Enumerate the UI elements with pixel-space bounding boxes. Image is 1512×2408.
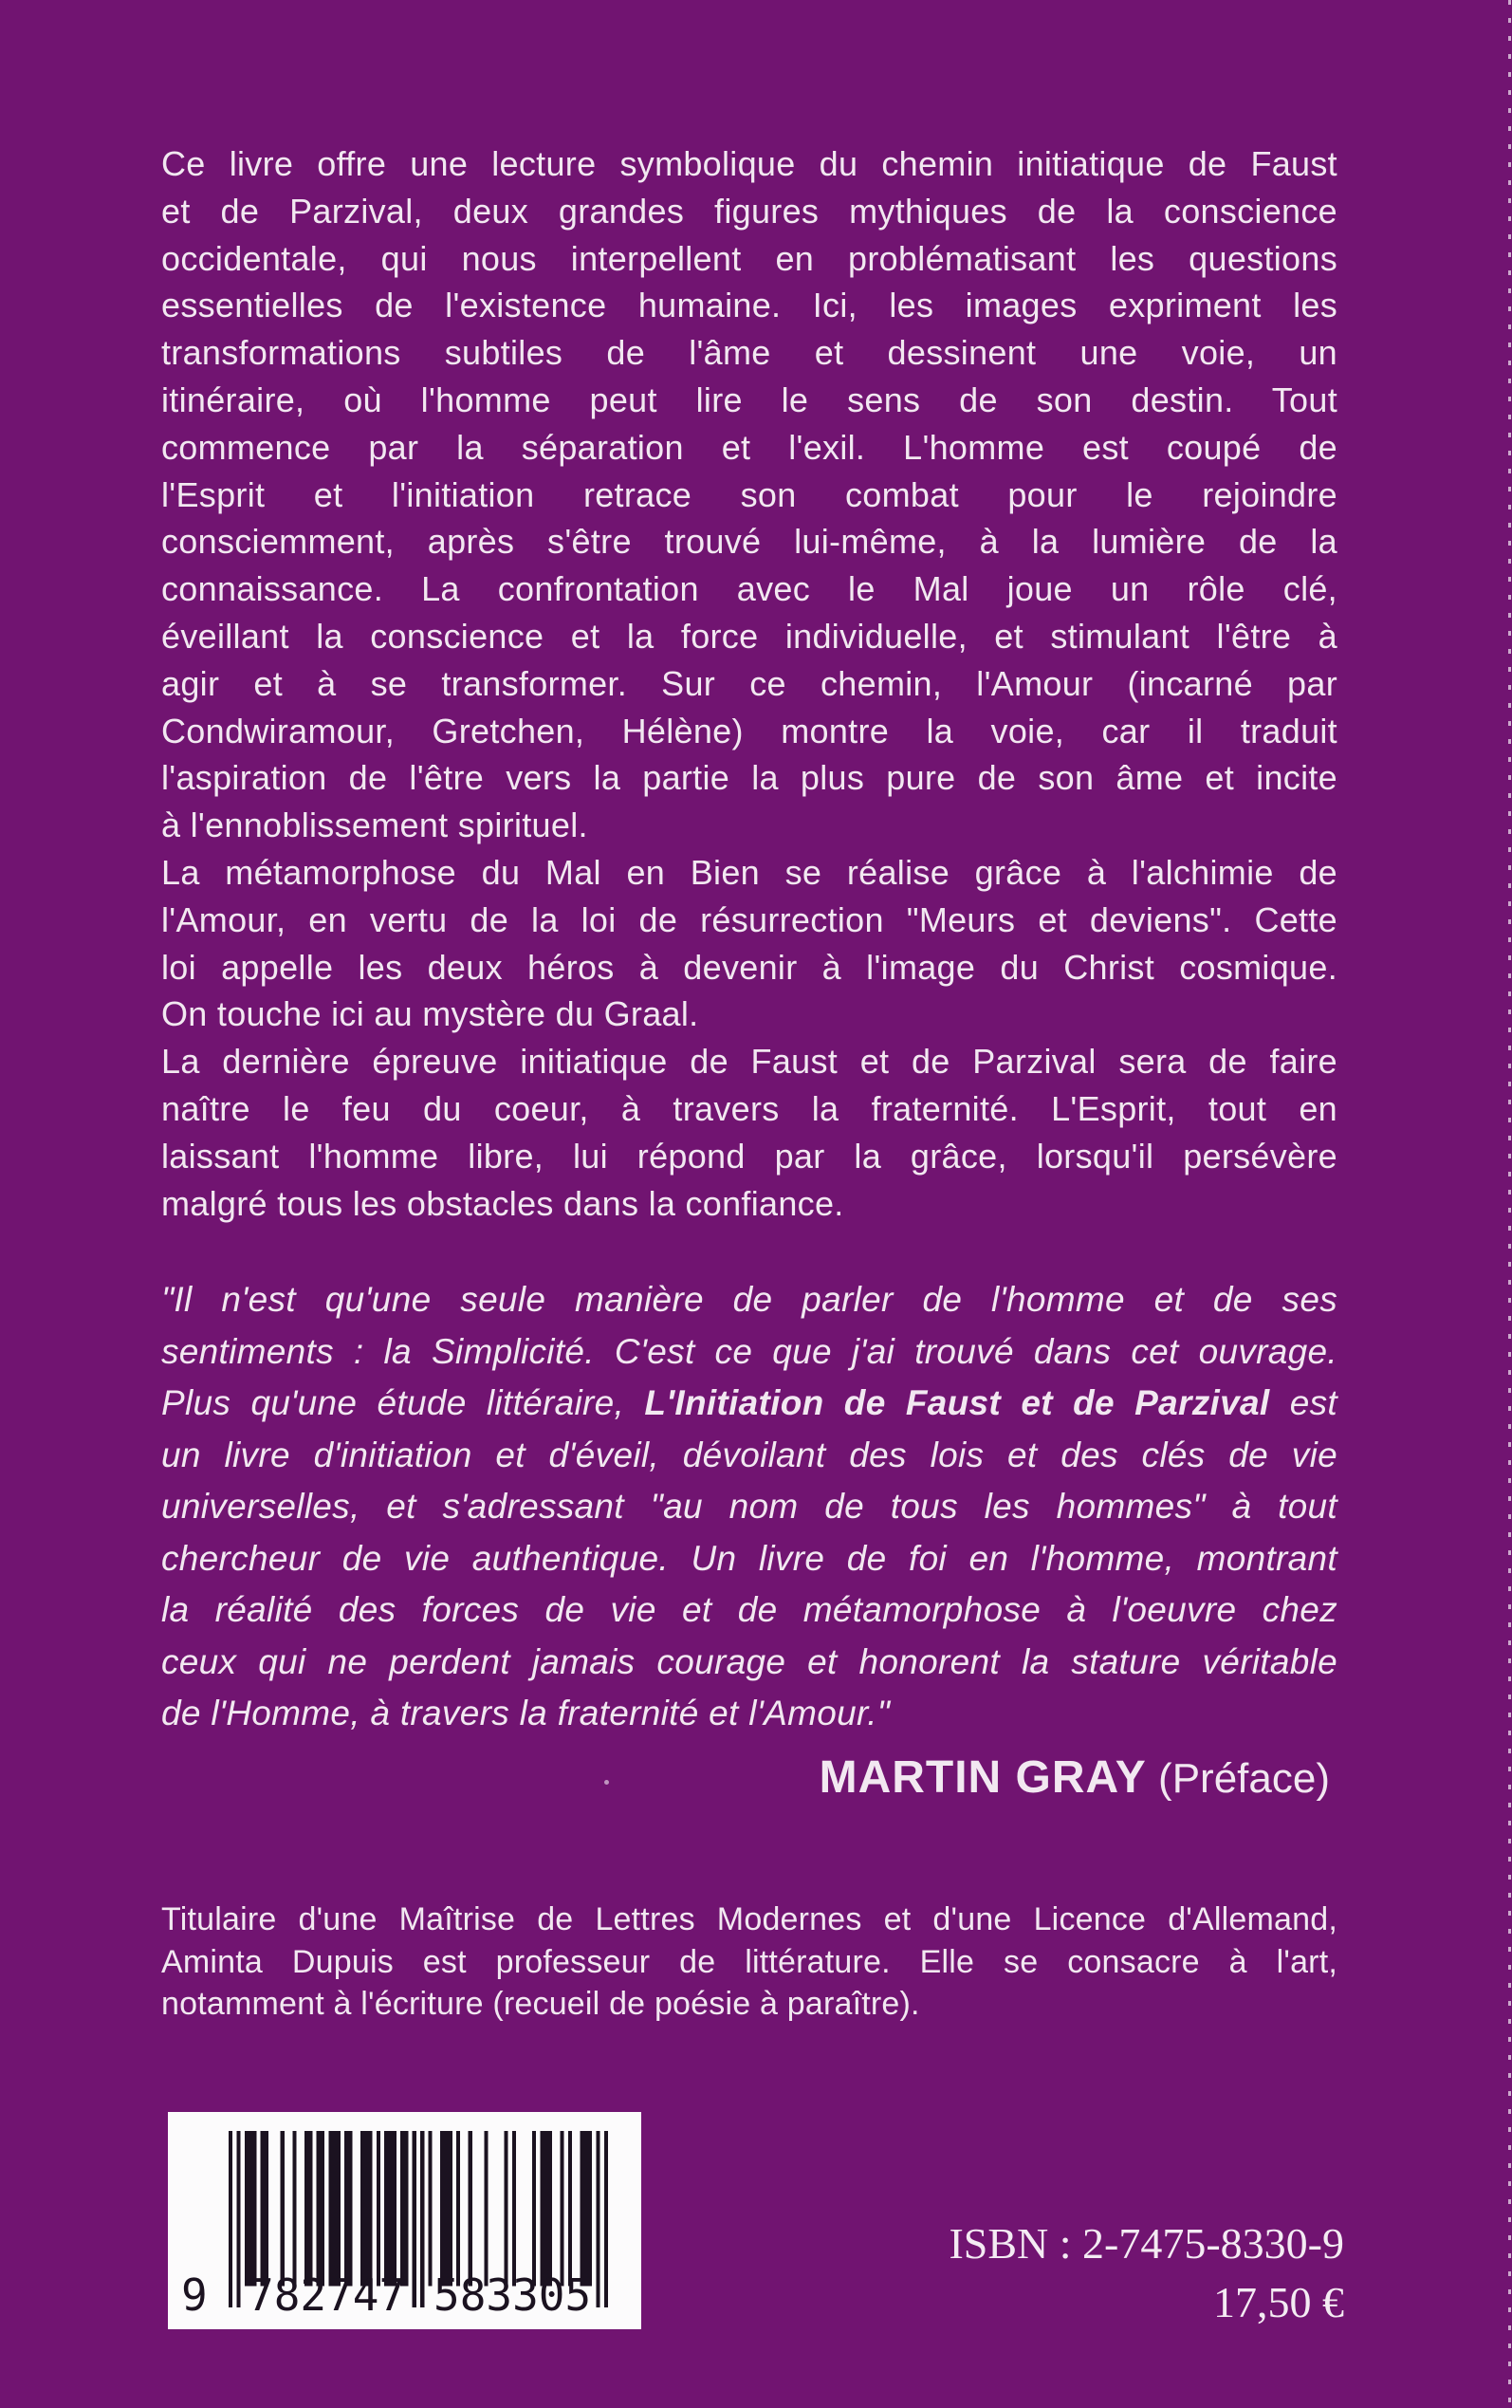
text-line: essentielles de l'existence humaine. Ici, les images expriment les — [161, 286, 1337, 325]
text-line: un livre d'initiation et d'éveil, dévoilant des lois et des clés de vie — [161, 1435, 1337, 1474]
text-line: occidentale, qui nous interpellent en problématisant les questions — [161, 238, 1337, 278]
text-line: "Il n'est qu'une seule manière de parler de l'homme et de ses — [161, 1280, 1337, 1319]
endorsement-author-name: MARTIN GRAY — [819, 1752, 1147, 1803]
isbn-text: ISBN : 2-7475-8330-9 — [949, 2219, 1344, 2268]
text-line: naître le feu du coeur, à travers la fraternité. L'Esprit, tout en — [161, 1088, 1337, 1128]
synopsis-text — [161, 140, 1337, 1227]
text-line: universelles, et s'adressant "au nom de tous les hommes" à tout — [161, 1487, 1337, 1526]
author-bio-text — [161, 1899, 1337, 2026]
text-line: malgré tous les obstacles dans la confiance. — [161, 1183, 844, 1223]
text-line: notamment à l'écriture (recueil de poésie à paraître). — [161, 1986, 920, 2023]
text-line: La métamorphose du Mal en Bien se réalise grâce à l'alchimie de — [161, 852, 1337, 892]
text-line: connaissance. La confrontation avec le Mal joue un rôle clé, — [161, 569, 1337, 609]
text-line: On touche ici au mystère du Graal. — [161, 994, 699, 1034]
text-line: agir et à se transformer. Sur ce chemin, l'Amour (incarné par — [161, 663, 1337, 703]
text-line: la réalité des forces de vie et de métamorphose à l'oeuvre chez — [161, 1590, 1337, 1629]
text-line: commence par la séparation et l'exil. L'homme est coupé de — [161, 427, 1337, 467]
text-line: de l'Homme, à travers la fraternité et l'Amour." — [161, 1694, 891, 1732]
text-line: Ce livre offre une lecture symbolique du chemin initiatique de Faust — [161, 144, 1337, 183]
text-line: loi appelle les deux héros à devenir à l'image du Christ cosmique. — [161, 947, 1337, 987]
endorsement-author-role: (Préface) — [1146, 1755, 1330, 1802]
barcode-digits-right: 583305 — [433, 2269, 592, 2321]
text-line: Plus qu'une étude littéraire, L'Initiation de Faust et de Parzival est — [161, 1383, 1337, 1422]
text-line: Aminta Dupuis est professeur de littérature. Elle se consacre à l'art, — [161, 1943, 1337, 1980]
barcode-digit-prefix: 9 — [181, 2269, 208, 2321]
text-line: laissant l'homme libre, lui répond par la grâce, lorsqu'il persévère — [161, 1136, 1337, 1176]
price-text: 17,50 € — [1213, 2278, 1344, 2326]
page-edge-artifact — [1508, 0, 1511, 2408]
endorsement-credit — [161, 1751, 1337, 1804]
text-line: La dernière épreuve initiatique de Faust et de Parzival sera de faire — [161, 1042, 1337, 1082]
text-line: éveillant la conscience et la force individuelle, et stimulant l'être à — [161, 616, 1337, 656]
text-line: et de Parzival, deux grandes figures mythiques de la conscience — [161, 191, 1337, 231]
text-line: transformations subtiles de l'âme et dessinent une voie, un — [161, 333, 1337, 373]
text-line: ceux qui ne perdent jamais courage et honorent la stature véritable — [161, 1641, 1337, 1681]
endorsement-quote — [161, 1274, 1337, 1740]
text-line: itinéraire, où l'homme peut lire le sens de son destin. Tout — [161, 380, 1337, 419]
text-line: l'aspiration de l'être vers la partie la plus pure de son âme et incite — [161, 758, 1337, 798]
text-line: chercheur de vie authentique. Un livre de foi en l'homme, montrant — [161, 1538, 1337, 1578]
print-speck-artifact — [604, 1780, 609, 1785]
text-line: l'Amour, en vertu de la loi de résurrection "Meurs et deviens". Cette — [161, 899, 1337, 939]
text-line: Titulaire d'une Maîtrise de Lettres Modernes et d'une Licence d'Allemand, — [161, 1901, 1337, 1937]
text-line: à l'ennoblissement spirituel. — [161, 806, 588, 845]
barcode-digits-left: 782747 — [248, 2269, 406, 2321]
text-line: Condwiramour, Gretchen, Hélène) montre la voie, car il traduit — [161, 711, 1337, 750]
text-line: sentiments : la Simplicité. C'est ce que j'ai trouvé dans cet ouvrage. — [161, 1331, 1337, 1371]
text-line: consciemment, après s'être trouvé lui-même, à la lumière de la — [161, 522, 1337, 562]
text-line: l'Esprit et l'initiation retrace son combat pour le rejoindre — [161, 474, 1337, 514]
isbn-price-block — [161, 2214, 1344, 2332]
